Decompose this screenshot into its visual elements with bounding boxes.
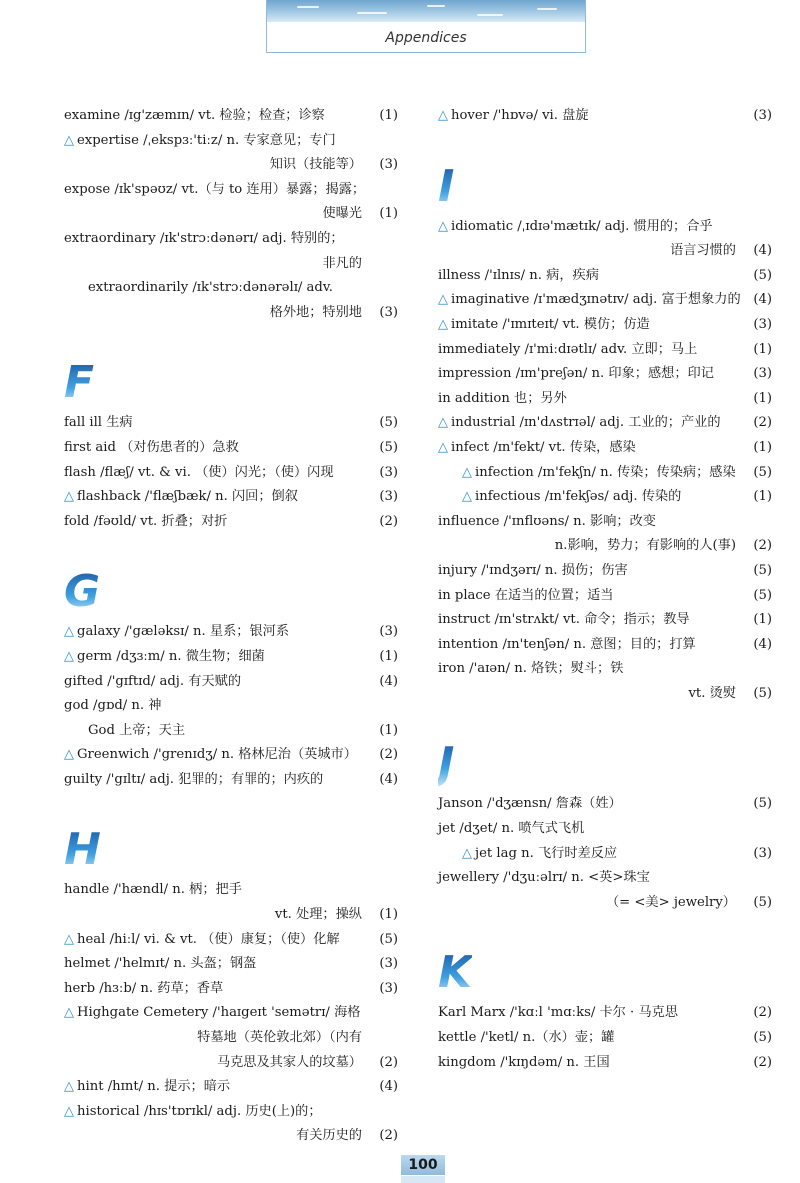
entry-text: [64, 485, 362, 510]
glossary-entry: [64, 928, 398, 953]
unit-number: (5): [753, 587, 772, 603]
entry-word: in addition 也；另外: [438, 390, 567, 406]
section-letter: [438, 927, 772, 1001]
entry-word: Janson /'dʒænsn/ 詹森（姓）: [438, 796, 622, 812]
entry-word: examine /ɪg'zæmɪn/ vt. 检验；检查；诊察: [64, 108, 325, 123]
glossary-entry-continuation: [64, 301, 398, 326]
entry-word: Karl Marx /'kɑːl 'mɑːks/ 卡尔 · 马克思: [438, 1005, 679, 1021]
unit-number: (1): [753, 489, 772, 505]
glossary-entry: [438, 510, 772, 535]
unit-number: (2): [379, 747, 398, 763]
entry-text: [438, 436, 736, 461]
entry-text: [438, 559, 736, 584]
triangle-icon: △: [64, 132, 74, 148]
entry-word: impression /ɪm'preʃən/ n. 印象；感想；印记: [438, 366, 714, 382]
entry-text: [438, 657, 736, 682]
triangle-icon: △: [64, 1103, 74, 1119]
section-gap: [64, 325, 398, 337]
glossary-entry: [438, 461, 772, 486]
entry-text: [64, 878, 362, 903]
section-gap: [64, 534, 398, 546]
unit-number: (5): [379, 415, 398, 431]
entry-text: [438, 362, 736, 387]
unit-number: (4): [753, 636, 772, 652]
unit-number: (1): [379, 907, 398, 923]
triangle-icon: △: [438, 316, 448, 332]
entry-word: fold /fəʊld/ vt. 折叠；对折: [64, 513, 228, 529]
entry-text: [64, 620, 362, 645]
entry-text: [462, 485, 736, 510]
glossary-entry-continuation: [64, 202, 398, 227]
entry-text: [438, 633, 736, 658]
unit-number: (2): [753, 1005, 772, 1021]
entry-word: jewellery /'dʒuːəlrɪ/ n. <英>珠宝: [438, 870, 650, 886]
glossary-entry: [438, 817, 772, 842]
entry-word: （= <美> jewelry）: [605, 894, 736, 910]
entry-text: [438, 584, 736, 609]
entry-text: [438, 1001, 736, 1026]
unit-number: (3): [379, 489, 398, 505]
unit-number: (1): [753, 341, 772, 357]
entry-word: God 上帝；天主: [88, 722, 186, 738]
entry-text: [88, 719, 362, 744]
glossary-entry: [438, 1001, 772, 1026]
entry-word: iron /'aɪən/ n. 烙铁；熨斗；铁: [438, 661, 624, 677]
right-column: [438, 104, 772, 1075]
unit-number: (3): [379, 980, 398, 996]
entry-word: kettle /'ketl/ n.（水）壶；罐: [438, 1030, 615, 1046]
triangle-icon: △: [64, 648, 74, 664]
entry-word: 格外地；特别地: [269, 304, 362, 320]
entry-word: historical /hɪs'tɒrɪkl/ adj. 历史(上)的；: [77, 1103, 322, 1119]
entry-text: [64, 1100, 362, 1125]
entry-word: hover /'hɒvə/ vi. 盘旋: [451, 108, 589, 123]
entry-word: vt. 处理；操纵: [274, 907, 362, 923]
glossary-entry: [64, 1075, 398, 1100]
unit-number: (2): [753, 415, 772, 431]
glossary-entry: [64, 1001, 398, 1026]
section-letter-heading: F: [64, 357, 95, 409]
glossary-entry: [438, 288, 772, 313]
section-letter-heading: K: [438, 947, 473, 999]
entry-text: [296, 1124, 362, 1149]
entry-word: flash /flæʃ/ vt. & vi. （使）闪光；（使）闪现: [64, 464, 334, 480]
unit-number: (3): [753, 108, 772, 123]
entry-text: [64, 977, 362, 1002]
glossary-entry-continuation: [64, 903, 398, 928]
entry-text: [670, 239, 736, 264]
entry-word: 非凡的: [322, 255, 362, 271]
entry-word: 特墓地（英伦敦北郊）（内有: [197, 1030, 362, 1046]
entry-word: germ /dʒɜːm/ n. 微生物；细菌: [77, 648, 265, 664]
section-letter: [64, 337, 398, 411]
entry-text: [438, 338, 736, 363]
glossary-entry: [438, 608, 772, 633]
entry-word: influence /'ɪnflʊəns/ n. 影响；改变: [438, 513, 656, 529]
entry-word: herb /hɜːb/ n. 药草；香草: [64, 980, 224, 996]
entry-word: intention /ɪn'tenʃən/ n. 意图；目的；打算: [438, 636, 696, 652]
unit-number: (1): [379, 722, 398, 738]
unit-number: (1): [753, 439, 772, 455]
glossary-entry: [438, 1026, 772, 1051]
glossary-entry: [438, 338, 772, 363]
entry-text: [64, 178, 366, 203]
unit-number: (4): [379, 673, 398, 689]
entry-word: galaxy /'gæləksɪ/ n. 星系；银河系: [77, 624, 290, 640]
entry-text: [438, 387, 736, 412]
entry-word: first aid （对伤患者的）急救: [64, 439, 239, 455]
glossary-entry-continuation: [64, 1051, 398, 1076]
glossary-entry-continuation: [438, 891, 772, 916]
unit-number: (2): [379, 1128, 398, 1144]
glossary-entry-continuation: [64, 153, 398, 178]
glossary-entry: [64, 719, 398, 744]
triangle-icon: △: [438, 218, 448, 234]
glossary-entry: [64, 485, 398, 510]
triangle-icon: △: [64, 1079, 74, 1095]
entry-word: illness /'ɪlnɪs/ n. 病，疾病: [438, 267, 599, 283]
section-letter: [438, 718, 772, 792]
entry-word: idiomatic /ˌɪdɪə'mætɪk/ adj. 惯用的；合乎: [451, 218, 713, 234]
unit-number: (3): [379, 956, 398, 972]
unit-number: (5): [379, 439, 398, 455]
entry-text: [438, 1026, 736, 1051]
entry-text: [64, 510, 362, 535]
section-letter: [64, 804, 398, 878]
entry-text: [462, 461, 736, 486]
entry-word: guilty /'gɪltɪ/ adj. 犯罪的；有罪的；内疚的: [64, 771, 324, 787]
header-tab: [266, 0, 586, 53]
entry-text: [64, 104, 362, 129]
section-letter-heading: G: [64, 566, 101, 618]
glossary-entry: [438, 264, 772, 289]
triangle-icon: △: [462, 489, 472, 505]
entry-word: instruct /ɪn'strʌkt/ vt. 命令；指示；教导: [438, 612, 690, 628]
entry-word: extraordinarily /ɪk'strɔːdənərəlɪ/ adv.: [88, 280, 333, 296]
triangle-icon: △: [64, 489, 74, 505]
entry-text: [438, 104, 736, 129]
entry-text: [438, 411, 736, 436]
entry-text: [64, 645, 362, 670]
glossary-entry: [64, 276, 398, 301]
glossary-entry: [64, 436, 398, 461]
unit-number: (2): [379, 513, 398, 529]
entry-text: [322, 252, 362, 277]
unit-number: (5): [753, 562, 772, 578]
glossary-entry: [438, 387, 772, 412]
glossary-entry: [438, 362, 772, 387]
entry-text: [217, 1051, 362, 1076]
unit-number: (3): [379, 464, 398, 480]
glossary-entry-continuation: [64, 1026, 398, 1051]
glossary-entry: [64, 178, 398, 203]
entry-text: [64, 461, 362, 486]
entry-text: [64, 768, 362, 793]
entry-word: 使曝光: [322, 206, 362, 222]
unit-number: (1): [753, 612, 772, 628]
entry-word: infect /ɪn'fekt/ vt. 传染，感染: [451, 439, 636, 455]
triangle-icon: △: [64, 931, 74, 947]
entry-word: in place 在适当的位置；适当: [438, 587, 614, 603]
entry-word: flashback /'flæʃbæk/ n. 闪回；倒叙: [77, 489, 298, 505]
section-letter-heading: I: [438, 160, 455, 212]
triangle-icon: △: [438, 439, 448, 455]
section-letter-heading: J: [438, 738, 455, 790]
entry-text: [270, 153, 362, 178]
entry-word: Greenwich /'grenɪdʒ/ n. 格林尼治（英城市）: [77, 747, 357, 763]
page-number-bar: [401, 1176, 445, 1183]
unit-number: (2): [753, 538, 772, 554]
entry-word: industrial /ɪn'dʌstrɪəl/ adj. 工业的；产业的: [451, 415, 721, 431]
entry-text: [606, 891, 736, 916]
glossary-entry: [438, 866, 772, 891]
entry-text: [438, 608, 736, 633]
unit-number: (5): [753, 894, 772, 910]
entry-word: gifted /'gɪftɪd/ adj. 有天赋的: [64, 673, 242, 689]
entry-word: imaginative /ɪ'mædʒɪnətɪv/ adj. 富于想象力的: [451, 292, 741, 308]
entry-word: immediately /ɪ'miːdɪətlɪ/ adv. 立即；马上: [438, 341, 698, 357]
unit-number: (1): [753, 390, 772, 406]
glossary-entry: [64, 878, 398, 903]
entry-word: Highgate Cemetery /'haɪgeɪt 'semətrɪ/ 海格: [77, 1005, 361, 1021]
unit-number: (3): [753, 366, 772, 382]
entry-text: [270, 301, 362, 326]
entry-word: infection /ɪn'fekʃn/ n. 传染；传染病；感染: [475, 464, 736, 480]
header-decorative-band: [267, 0, 585, 22]
section-gap: [438, 915, 772, 927]
unit-number: (4): [379, 771, 398, 787]
triangle-icon: △: [438, 292, 448, 308]
glossary-entry: [438, 792, 772, 817]
entry-word: jet lag n. 飞行时差反应: [475, 845, 618, 861]
entry-text: [438, 866, 736, 891]
entry-word: extraordinary /ɪk'strɔːdənərɪ/ adj. 特别的；: [64, 230, 344, 246]
entry-text: [64, 436, 362, 461]
entry-text: [438, 215, 736, 240]
entry-text: [88, 276, 362, 301]
triangle-icon: △: [438, 415, 448, 431]
glossary-entry: [64, 510, 398, 535]
unit-number: (5): [753, 464, 772, 480]
triangle-icon: △: [64, 1005, 74, 1021]
section-letter: [64, 546, 398, 620]
glossary-entry-continuation: [438, 682, 772, 707]
glossary-entry: [64, 670, 398, 695]
entry-text: [64, 227, 362, 252]
unit-number: (5): [753, 267, 772, 283]
unit-number: (4): [379, 1079, 398, 1095]
glossary-entry: [438, 584, 772, 609]
glossary-entry: [64, 129, 398, 154]
entry-text: [438, 1051, 736, 1076]
entry-text: [64, 928, 362, 953]
entry-text: [438, 264, 736, 289]
triangle-icon: △: [64, 747, 74, 763]
entry-text: [64, 1075, 362, 1100]
unit-number: (1): [379, 206, 398, 222]
entry-word: fall ill 生病: [64, 415, 133, 431]
page-number: 100: [401, 1155, 445, 1175]
entry-text: [462, 842, 736, 867]
entry-word: kingdom /'kɪŋdəm/ n. 王国: [438, 1054, 610, 1070]
glossary-entry: [64, 227, 398, 252]
unit-number: (3): [753, 316, 772, 332]
entry-word: vt. 烫熨: [688, 685, 736, 701]
left-column: [64, 104, 398, 1149]
unit-number: (2): [379, 1054, 398, 1070]
section-gap: [438, 706, 772, 718]
section-letter-heading: H: [64, 824, 101, 876]
entry-word: 马克思及其家人的坟墓）: [216, 1054, 362, 1070]
entry-word: handle /'hændl/ n. 柄；把手: [64, 882, 242, 898]
glossary-entry: [64, 104, 398, 129]
glossary-entry-continuation: [438, 239, 772, 264]
glossary-entry: [438, 485, 772, 510]
entry-word: heal /hiːl/ vi. & vt. （使）康复；（使）化解: [77, 931, 340, 947]
glossary-entry: [64, 620, 398, 645]
section-letter: [438, 141, 772, 215]
glossary-entry: [438, 313, 772, 338]
glossary-entry: [438, 633, 772, 658]
entry-word: 知识（技能等）: [269, 157, 362, 173]
glossary-entry: [438, 1051, 772, 1076]
triangle-icon: △: [462, 464, 472, 480]
glossary-entry: [438, 559, 772, 584]
glossary-entry: [438, 215, 772, 240]
triangle-icon: △: [462, 845, 472, 861]
unit-number: (4): [753, 292, 772, 308]
glossary-entry: [438, 842, 772, 867]
entry-word: infectious /ɪn'fekʃəs/ adj. 传染的: [475, 489, 682, 505]
entry-text: [438, 288, 741, 313]
unit-number: (5): [753, 1030, 772, 1046]
glossary-entry: [64, 1100, 398, 1125]
entry-text: [275, 903, 362, 928]
section-gap: [438, 129, 772, 141]
entry-word: n.影响，势力；有影响的人(事): [554, 538, 736, 554]
unit-number: (1): [379, 648, 398, 664]
entry-text: [64, 411, 362, 436]
entry-word: expose /ɪk'spəʊz/ vt.（与 to 连用）暴露；揭露；: [64, 181, 366, 197]
entry-word: god /gɒd/ n. 神: [64, 698, 162, 714]
entry-text: [438, 817, 736, 842]
unit-number: (5): [753, 796, 772, 812]
glossary-entry: [64, 645, 398, 670]
unit-number: (2): [753, 1054, 772, 1070]
entry-text: [322, 202, 362, 227]
glossary-entry: [64, 743, 398, 768]
triangle-icon: △: [438, 108, 448, 123]
unit-number: (1): [379, 108, 398, 123]
entry-text: [64, 743, 362, 768]
entry-word: injury /'ɪndʒərɪ/ n. 损伤；伤害: [438, 562, 628, 578]
glossary-entry-continuation: [64, 252, 398, 277]
entry-text: [438, 510, 736, 535]
entry-text: [555, 534, 736, 559]
entry-word: helmet /'helmɪt/ n. 头盔；钢盔: [64, 956, 257, 972]
glossary-entry: [64, 977, 398, 1002]
entry-text: [64, 694, 362, 719]
entry-word: 语言习惯的: [670, 243, 736, 259]
unit-number: (5): [379, 931, 398, 947]
entry-text: [688, 682, 736, 707]
glossary-entry: [64, 694, 398, 719]
glossary-entry-continuation: [438, 534, 772, 559]
glossary-entry: [438, 411, 772, 436]
glossary-entry-continuation: [64, 1124, 398, 1149]
entry-word: hint /hɪnt/ n. 提示；暗示: [77, 1079, 231, 1095]
glossary-entry: [64, 461, 398, 486]
entry-text: [64, 129, 362, 154]
entry-text: [438, 313, 736, 338]
entry-text: [438, 792, 736, 817]
glossary-entry: [438, 436, 772, 461]
glossary-entry: [438, 657, 772, 682]
glossary-entry: [64, 952, 398, 977]
unit-number: (3): [379, 157, 398, 173]
triangle-icon: △: [64, 624, 74, 640]
section-gap: [64, 792, 398, 804]
unit-number: (4): [753, 243, 772, 259]
entry-word: expertise /ˌekspɜː'tiːz/ n. 专家意见；专门: [77, 132, 336, 148]
entry-text: [197, 1026, 362, 1051]
unit-number: (3): [379, 304, 398, 320]
entry-text: [64, 670, 362, 695]
unit-number: (5): [753, 685, 772, 701]
entry-text: [64, 1001, 362, 1026]
glossary-entry: [64, 411, 398, 436]
unit-number: (3): [379, 624, 398, 640]
unit-number: (3): [753, 845, 772, 861]
entry-word: 有关历史的: [296, 1128, 362, 1144]
glossary-entry: [438, 104, 772, 129]
header-title: Appendices: [385, 30, 467, 46]
entry-text: [64, 952, 362, 977]
entry-word: jet /dʒet/ n. 喷气式飞机: [438, 821, 585, 837]
entry-word: imitate /'ɪmɪteɪt/ vt. 模仿；仿造: [451, 316, 650, 332]
glossary-entry: [64, 768, 398, 793]
